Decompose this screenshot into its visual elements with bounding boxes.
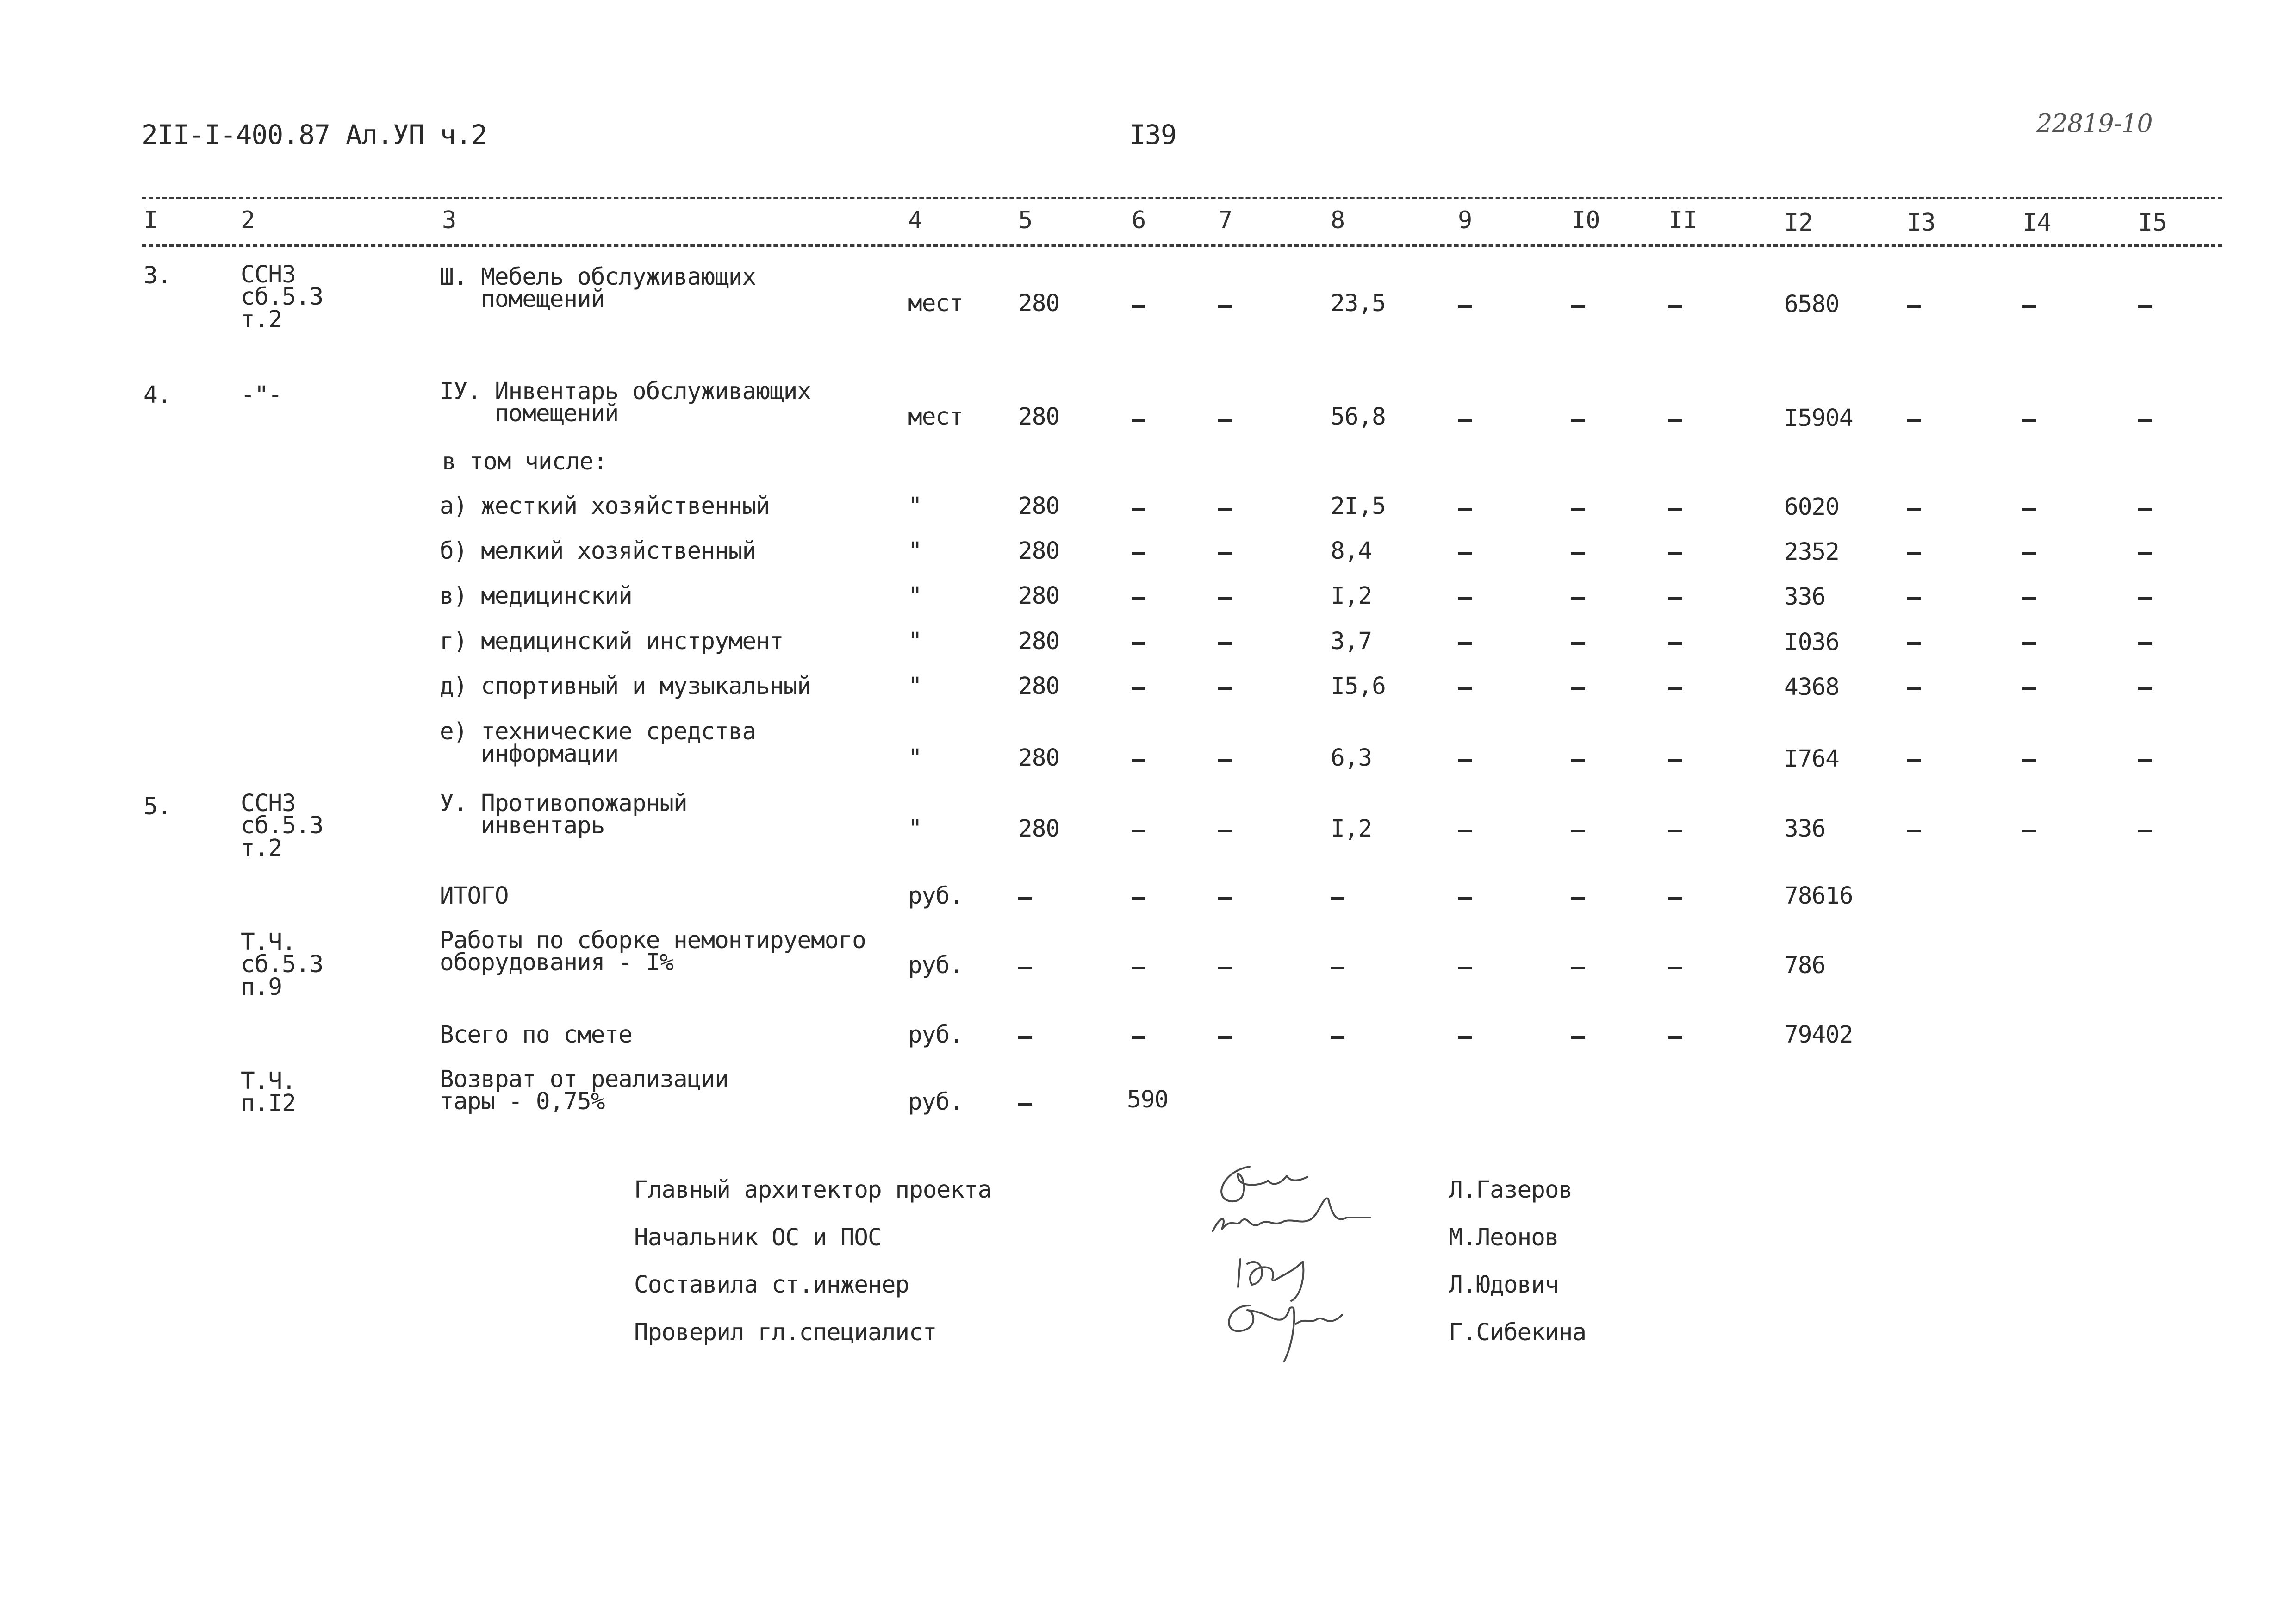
- row-total: 78616: [1784, 882, 1853, 910]
- row-total: I5904: [1784, 405, 1853, 432]
- row-unit: ": [908, 744, 922, 772]
- row-unit: ": [908, 493, 922, 520]
- row-quantity: 280: [1018, 628, 1060, 655]
- signature-1: [1221, 1167, 1307, 1201]
- signatory-role: Составила ст.инженер: [634, 1271, 909, 1299]
- row-description: е) технические средства информации: [440, 718, 756, 768]
- row-description: Возврат от реализации тары - 0,75%: [440, 1066, 728, 1116]
- col-header-10: I0: [1571, 206, 1600, 234]
- row-quantity: 280: [1018, 673, 1060, 700]
- row-total: 2352: [1784, 538, 1839, 566]
- col-header-7: 7: [1218, 206, 1233, 234]
- signature-2: [1213, 1199, 1370, 1231]
- row-total: 336: [1784, 583, 1826, 611]
- signatory-name: Л.Юдович: [1449, 1271, 1559, 1299]
- inventory-stamp-number: 22819-10: [2036, 109, 2153, 138]
- row-description: У. Противопожарный инвентарь: [440, 790, 687, 840]
- signatory-name: Г.Сибекина: [1449, 1319, 1587, 1346]
- row-reference: Т.Ч. сб.5.3 п.9: [241, 929, 324, 1001]
- row-quantity: 280: [1018, 290, 1060, 317]
- handwritten-signatures: [1194, 1148, 1435, 1370]
- signature-4: [1229, 1305, 1342, 1361]
- row-unit: руб.: [908, 882, 963, 910]
- row-unit: ": [908, 673, 922, 700]
- col-header-5: 5: [1018, 206, 1033, 234]
- row-total: I764: [1784, 745, 1839, 773]
- row-description: в) медицинский: [440, 582, 632, 610]
- row-total: 6580: [1784, 291, 1839, 318]
- row-total: 786: [1784, 952, 1826, 979]
- row-description: IУ. Инвентарь обслуживающих помещений: [440, 378, 811, 428]
- signatory-name: Л.Газеров: [1449, 1176, 1573, 1204]
- row-unit: ": [908, 815, 922, 843]
- col-header-4: 4: [908, 206, 923, 234]
- signature-3: [1238, 1259, 1303, 1301]
- header-bottom-rule: [142, 244, 2222, 247]
- col-header-15: I5: [2138, 209, 2167, 237]
- row-description: Ш. Мебель обслуживающих помещений: [440, 263, 756, 313]
- page-number: I39: [1129, 119, 1176, 150]
- signatory-role: Главный архитектор проекта: [634, 1176, 992, 1204]
- empty-cell-dash: [1018, 1103, 1032, 1106]
- row-unit: ": [908, 628, 922, 655]
- row-number: 5.: [143, 793, 171, 820]
- row-reference: Т.Ч. п.I2: [241, 1068, 296, 1118]
- row-price: 2I,5: [1331, 493, 1386, 520]
- row-total: 4368: [1784, 674, 1839, 701]
- row-description: д) спортивный и музыкальный: [440, 673, 811, 700]
- row-total: I036: [1784, 629, 1839, 656]
- row-reference: ССНЗ сб.5.3 т.2: [241, 790, 324, 862]
- row-description: ИТОГО: [440, 882, 509, 910]
- row-unit: руб.: [908, 1088, 963, 1116]
- row-total: 79402: [1784, 1021, 1853, 1049]
- row-description: б) мелкий хозяйственный: [440, 537, 756, 565]
- row-price: 23,5: [1331, 290, 1386, 317]
- row-description: Работы по сборке немонтируемого оборудования - I%: [440, 927, 866, 977]
- row-unit: руб.: [908, 1021, 963, 1049]
- row-quantity: 280: [1018, 582, 1060, 610]
- row-reference: ССНЗ сб.5.3 т.2: [241, 261, 324, 333]
- row-quantity: 280: [1018, 537, 1060, 565]
- row-quantity: 280: [1018, 815, 1060, 843]
- row-total: 336: [1784, 815, 1826, 843]
- col-header-14: I4: [2022, 209, 2052, 237]
- col-header-13: I3: [1907, 209, 1936, 237]
- header-top-rule: [142, 197, 2222, 199]
- col-header-6: 6: [1132, 206, 1146, 234]
- signatory-name: М.Леонов: [1449, 1224, 1559, 1251]
- signatory-role: Начальник ОС и ПОС: [634, 1224, 882, 1251]
- row-unit: руб.: [908, 952, 963, 979]
- row-price: I,2: [1331, 582, 1372, 610]
- row-price: 3,7: [1331, 628, 1372, 655]
- col-header-3: 3: [442, 206, 457, 234]
- row-unit: ": [908, 582, 922, 610]
- row-price: 56,8: [1331, 403, 1386, 431]
- row-description: а) жесткий хозяйственный: [440, 493, 770, 520]
- col-header-2: 2: [241, 206, 255, 234]
- row-number: 4.: [143, 381, 171, 409]
- row-price: I,2: [1331, 815, 1372, 843]
- row-description: Всего по смете: [440, 1021, 632, 1049]
- row-quantity: 280: [1018, 744, 1060, 772]
- row-quantity: 280: [1018, 403, 1060, 431]
- row-col6-value: 590: [1127, 1086, 1169, 1113]
- row-total: 6020: [1784, 493, 1839, 521]
- col-header-12: I2: [1784, 209, 1813, 237]
- row-price: I5,6: [1331, 673, 1386, 700]
- row-reference: -"-: [241, 381, 282, 409]
- row-price: 6,3: [1331, 744, 1372, 772]
- row-price: 8,4: [1331, 537, 1372, 565]
- col-header-9: 9: [1458, 206, 1473, 234]
- signatory-role: Проверил гл.специалист: [634, 1319, 937, 1346]
- col-header-8: 8: [1331, 206, 1345, 234]
- row-unit: ": [908, 537, 922, 565]
- row-unit: мест: [908, 403, 963, 431]
- row-unit: мест: [908, 290, 963, 317]
- row-description: г) медицинский инструмент: [440, 628, 784, 655]
- document-code: 2II-I-400.87 Ал.УП ч.2: [142, 119, 487, 150]
- row-number: 3.: [143, 262, 171, 289]
- row-quantity: 280: [1018, 493, 1060, 520]
- col-header-1: I: [143, 206, 158, 234]
- row-description: в том числе:: [442, 448, 607, 475]
- col-header-11: II: [1668, 206, 1698, 234]
